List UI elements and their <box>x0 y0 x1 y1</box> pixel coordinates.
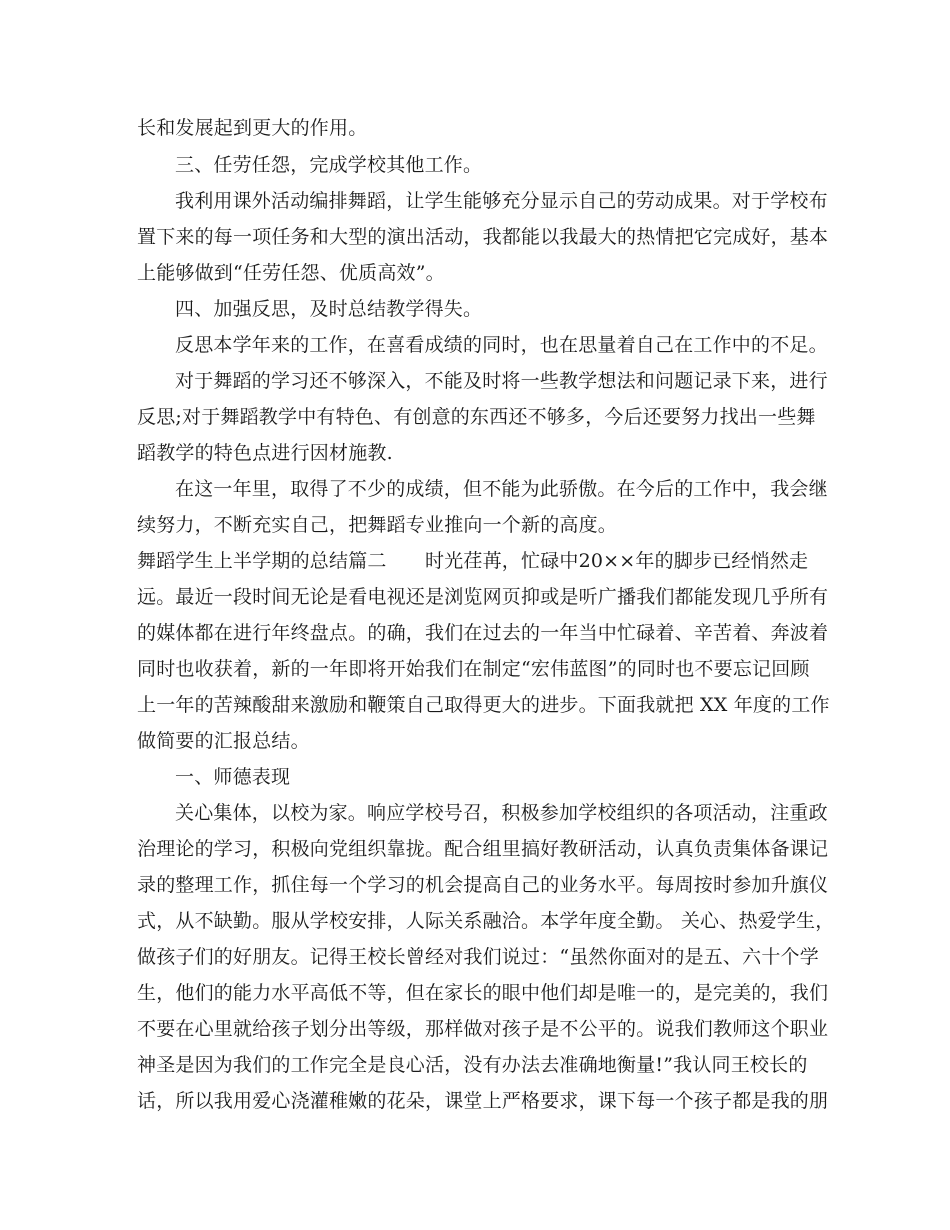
text-line: 上能够做到“任劳任怨、优质高效”。 <box>137 262 445 284</box>
section-heading: 四、加强反思，及时总结教学得失。 <box>175 298 483 320</box>
text-line: 式，从不缺勤。服从学校安排，人际关系融洽。本学年度全勤。 关心、热爱学生， <box>137 910 835 932</box>
text-line: 做简要的汇报总结。 <box>137 730 310 752</box>
text-line: 生，他们的能力水平高低不等，但在家长的眼中他们却是唯一的，是完美的，我们 <box>137 982 829 1004</box>
text-line: 治理论的学习，积极向党组织靠拢。配合组里搞好教研活动，认真负责集体备课记 <box>137 838 829 860</box>
text-line: 在这一年里，取得了不少的成绩，但不能为此骄傲。在今后的工作中，我会继 <box>175 478 828 500</box>
text-line: 做孩子们的好朋友。记得王校长曾经对我们说过：“虽然你面对的是五、六十个学 <box>137 946 819 968</box>
text-line: 反思;对于舞蹈教学中有特色、有创意的东西还不够多，今后还要努力找出一些舞 <box>137 406 816 428</box>
text-line: 蹈教学的特色点进行因材施教. <box>137 442 393 464</box>
text-line: 的媒体都在进行年终盘点。的确，我们在过去的一年当中忙碌着、辛苦着、奔波着 <box>137 622 829 644</box>
section-heading: 一、师德表现 <box>175 766 291 788</box>
text-line: 关心集体，以校为家。响应学校号召，积极参加学校组织的各项活动，注重政 <box>175 802 828 824</box>
text-line: 置下来的每一项任务和大型的演出活动，我都能以我最大的热情把它完成好，基本 <box>137 226 829 248</box>
text-line: 上一年的苦辣酸甜来激励和鞭策自己取得更大的进步。下面我就把 XX 年度的工作 <box>137 694 830 716</box>
text-line: 对于舞蹈的学习还不够深入，不能及时将一些教学想法和问题记录下来，进行 <box>175 370 828 392</box>
text-line: 话，所以我用爱心浇灌稚嫩的花朵，课堂上严格要求，课下每一个孩子都是我的朋 <box>137 1090 829 1112</box>
text-line: 录的整理工作，抓住每一个学习的机会提高自己的业务水平。每周按时参加升旗仪 <box>137 874 829 896</box>
text-line: 神圣是因为我们的工作完全是良心活，没有办法去准确地衡量!”我认同王校长的 <box>137 1054 808 1076</box>
text-line: 不要在心里就给孩子划分出等级，那样做对孩子是不公平的。说我们教师这个职业 <box>137 1018 829 1040</box>
text-line: 舞蹈学生上半学期的总结篇二 时光荏苒，忙碌中20××年的脚步已经悄然走 <box>137 550 809 572</box>
text-line: 续努力，不断充实自己，把舞蹈专业推向一个新的高度。 <box>137 514 618 536</box>
text-line: 长和发展起到更大的作用。 <box>137 117 368 139</box>
text-line: 我利用课外活动编排舞蹈，让学生能够充分显示自己的劳动成果。对于学校布 <box>175 190 828 212</box>
text-line: 远。最近一段时间无论是看电视还是浏览网页抑或是听广播我们都能发现几乎所有 <box>137 586 829 608</box>
text-line: 同时也收获着，新的一年即将开始我们在制定“宏伟蓝图”的同时也不要忘记回顾 <box>137 658 810 680</box>
section-heading: 三、任劳任怨，完成学校其他工作。 <box>175 154 483 176</box>
text-line: 反思本学年来的工作，在喜看成绩的同时，也在思量着自己在工作中的不足。 <box>175 334 828 356</box>
